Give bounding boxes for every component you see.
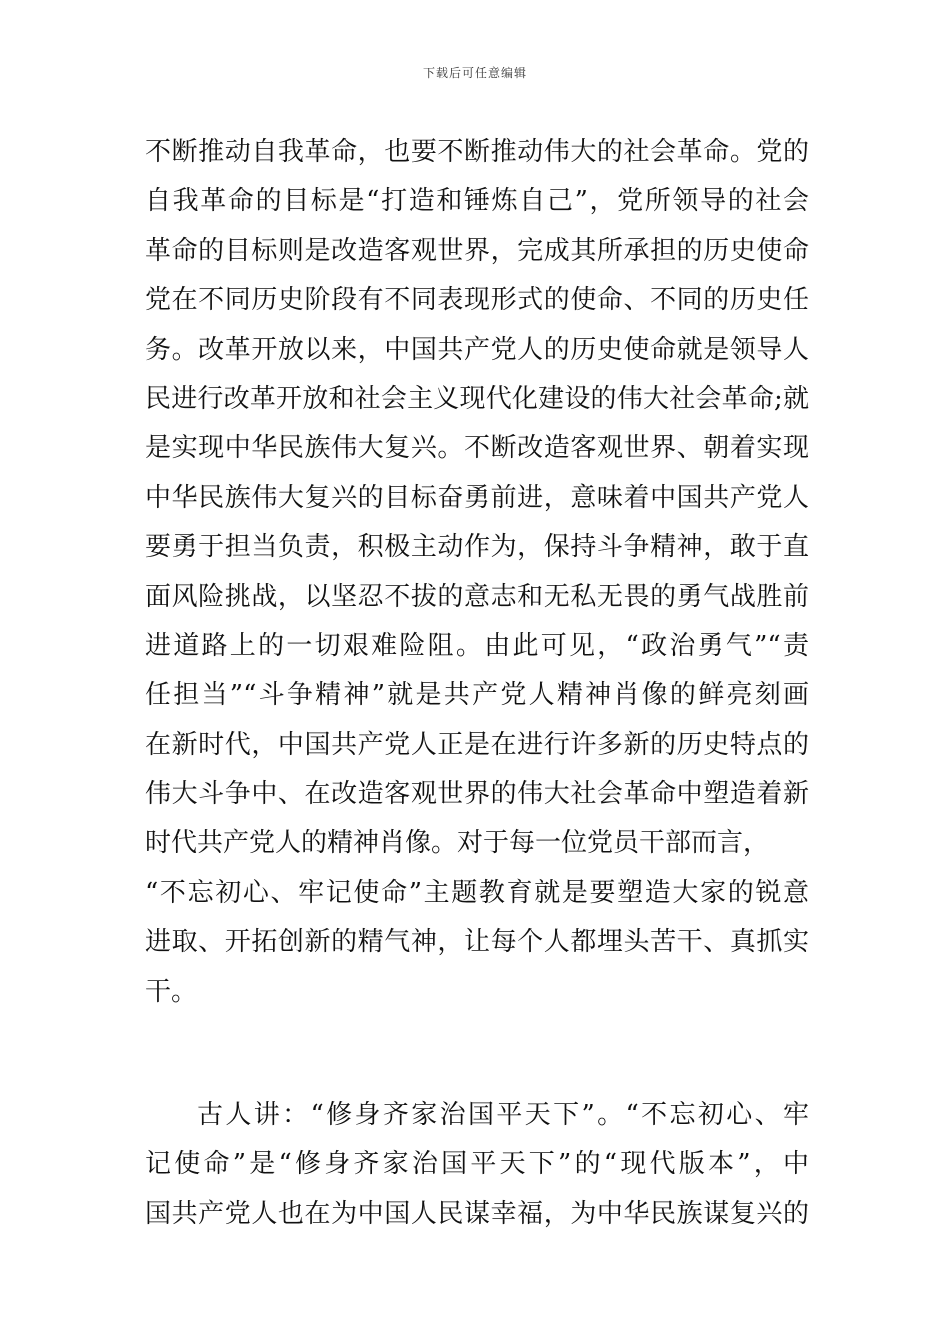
text-line: 国共产党人也在为中国人民谋幸福，为中华民族谋复兴的: [145, 1198, 809, 1229]
text-line: 民进行改革开放和社会主义现代化建设的伟大社会革命;就: [145, 383, 809, 414]
text-line: 是实现中华民族伟大复兴。不断改造客观世界、朝着实现: [145, 433, 809, 464]
text-line: 面风险挑战，以坚忍不拔的意志和无私无畏的勇气战胜前: [145, 581, 809, 612]
text-line: 不断推动自我革命，也要不断推动伟大的社会革命。党的: [145, 137, 809, 167]
text-line: 要勇于担当负责，积极主动作为，保持斗争精神，敢于直: [145, 532, 809, 563]
text-line: 自我革命的目标是“打造和锤炼自己”，党所领导的社会: [145, 186, 809, 217]
text-line: 在新时代，中国共产党人正是在进行许多新的历史特点的: [145, 729, 809, 760]
text-line: 记使命”是“修身齐家治国平天下”的“现代版本”，中: [145, 1149, 809, 1180]
paragraph-1: [145, 128, 809, 1017]
text-line: 中华民族伟大复兴的目标奋勇前进，意味着中国共产党人: [145, 482, 809, 513]
text-line: 务。改革开放以来，中国共产党人的历史使命就是领导人: [145, 334, 809, 365]
paragraph-gap: [145, 1017, 809, 1091]
text-line: 时代共产党人的精神肖像。对于每一位党员干部而言，: [145, 828, 770, 859]
text-line: “不忘初心、牢记使命”主题教育就是要塑造大家的锐意: [145, 877, 809, 908]
document-body: [145, 128, 809, 1239]
text-line: 进道路上的一切艰难险阻。由此可见，“政治勇气”“责: [145, 630, 809, 661]
text-line: 党在不同历史阶段有不同表现形式的使命、不同的历史任: [145, 285, 809, 316]
page-header: 下载后可任意编辑: [422, 66, 527, 80]
text-line: 进取、开拓创新的精气神，让每个人都埋头苦干、真抓实: [145, 927, 809, 958]
text-line: 伟大斗争中、在改造客观世界的伟大社会革命中塑造着新: [145, 779, 809, 810]
text-line: 古人讲：“修身齐家治国平天下”。“不忘初心、牢: [197, 1100, 809, 1131]
paragraph-2: [145, 1091, 809, 1239]
text-line: 干。: [145, 976, 198, 1007]
text-line: 任担当”“斗争精神”就是共产党人精神肖像的鲜亮刻画: [145, 680, 809, 711]
text-line: 革命的目标则是改造客观世界，完成其所承担的历史使命: [145, 235, 809, 266]
